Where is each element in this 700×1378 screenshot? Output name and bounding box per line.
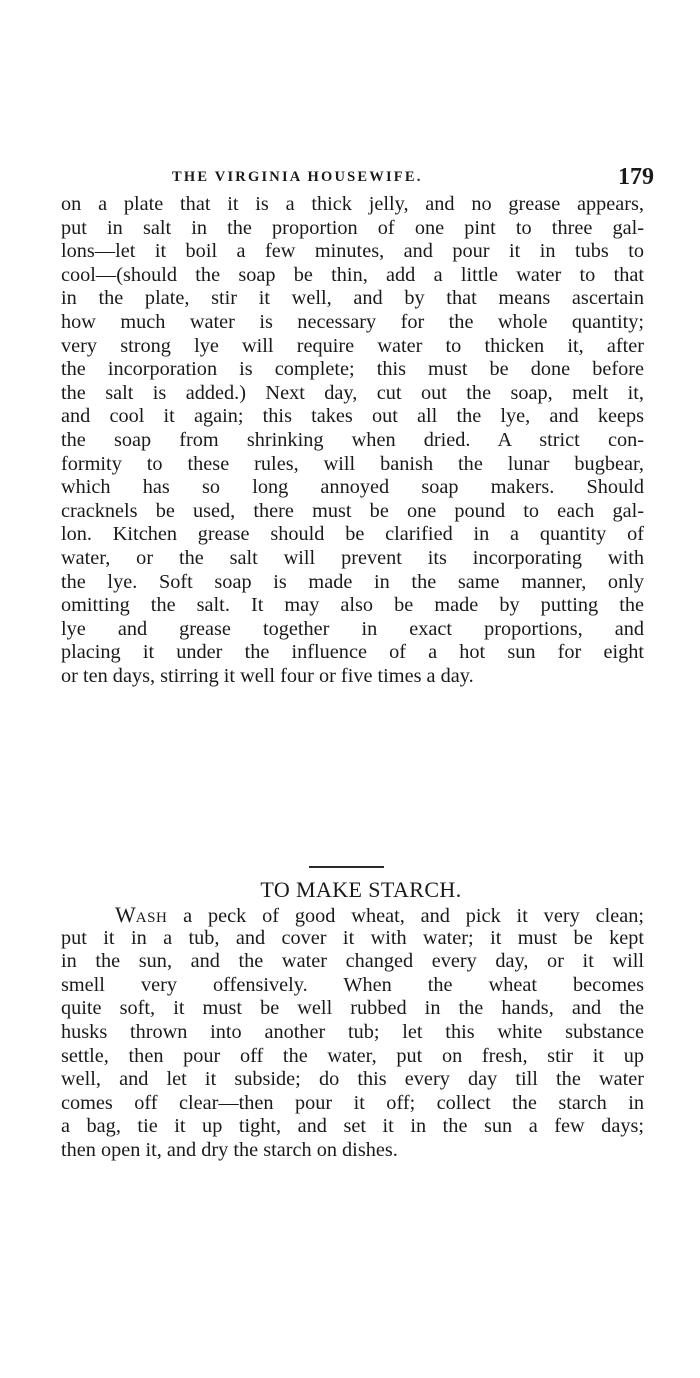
text-line: husks thrown into another tub; let this white substance — [61, 1020, 644, 1043]
text-line: a bag, tie it up tight, and set it in the sun a few days; — [61, 1115, 644, 1138]
running-head — [172, 166, 654, 192]
text-line: cool—(should the soap be thin, add a little water to that — [61, 263, 644, 286]
text-line: placing it under the influence of a hot sun for eight — [61, 641, 644, 664]
text-line: formity to these rules, will banish the lunar bugbear, — [61, 452, 644, 475]
text-line: the incorporation is complete; this must be done before — [61, 358, 644, 381]
text-line-first — [61, 903, 644, 927]
text-line: lye and grease together in exact proportions, and — [61, 617, 644, 640]
section-divider-rule — [309, 866, 384, 868]
soap-instructions-paragraph — [61, 193, 644, 688]
text-line: then open it, and dry the starch on dishes. — [61, 1138, 398, 1161]
text-line: lon. Kitchen grease should be clarified in a quantity of — [61, 523, 644, 546]
text-line: the soap from shrinking when dried. A strict con- — [61, 428, 644, 451]
text-line: which has so long annoyed soap makers. Should — [61, 476, 644, 499]
text-line: quite soft, it must be well rubbed in the hands, and the — [61, 997, 644, 1020]
text-line: cracknels be used, there must be one pound to each gal- — [61, 499, 644, 522]
text-line: in the plate, stir it well, and by that means ascertain — [61, 287, 644, 310]
small-caps-word: ASH — [135, 910, 168, 926]
text-line: in the sun, and the water changed every day, or it will — [61, 950, 644, 973]
starch-instructions-paragraph — [61, 903, 644, 1163]
running-title: THE VIRGINIA HOUSEWIFE. — [172, 169, 423, 185]
section-heading: TO MAKE STARCH. — [260, 877, 462, 902]
text-line: water, or the salt will prevent its incorporating with — [61, 546, 644, 569]
text-line: the lye. Soft soap is made in the same manner, only — [61, 570, 644, 593]
text-line: on a plate that it is a thick jelly, and no grease appears, — [61, 193, 644, 215]
text-line: very strong lye will require water to thicken it, after — [61, 334, 644, 357]
text-line: omitting the salt. It may also be made by putting the — [61, 594, 644, 617]
text-line: lons—let it boil a few minutes, and pour it in tubs to — [61, 240, 644, 263]
first-line-text: a peck of good wheat, and pick it very clean; — [167, 905, 644, 927]
text-line: put it in a tub, and cover it with water; it must be kept — [61, 926, 644, 949]
text-line: the salt is added.) Next day, cut out the soap, melt it, — [61, 381, 644, 404]
drop-initial: W — [115, 902, 136, 927]
text-line: smell very offensively. When the wheat becomes — [61, 973, 644, 996]
text-line: put in salt in the proportion of one pint to three gal- — [61, 216, 644, 239]
text-line: or ten days, stirring it well four or five times a day. — [61, 664, 474, 687]
text-line: and cool it again; this takes out all the lye, and keeps — [61, 405, 644, 428]
text-line: how much water is necessary for the whole quantity; — [61, 310, 644, 333]
text-line: settle, then pour off the water, put on fresh, stir it up — [61, 1044, 644, 1067]
text-line: comes off clear—then pour it off; collect the starch in — [61, 1091, 644, 1114]
page-number: 179 — [618, 164, 654, 190]
text-line: well, and let it subside; do this every day till the water — [61, 1068, 644, 1091]
